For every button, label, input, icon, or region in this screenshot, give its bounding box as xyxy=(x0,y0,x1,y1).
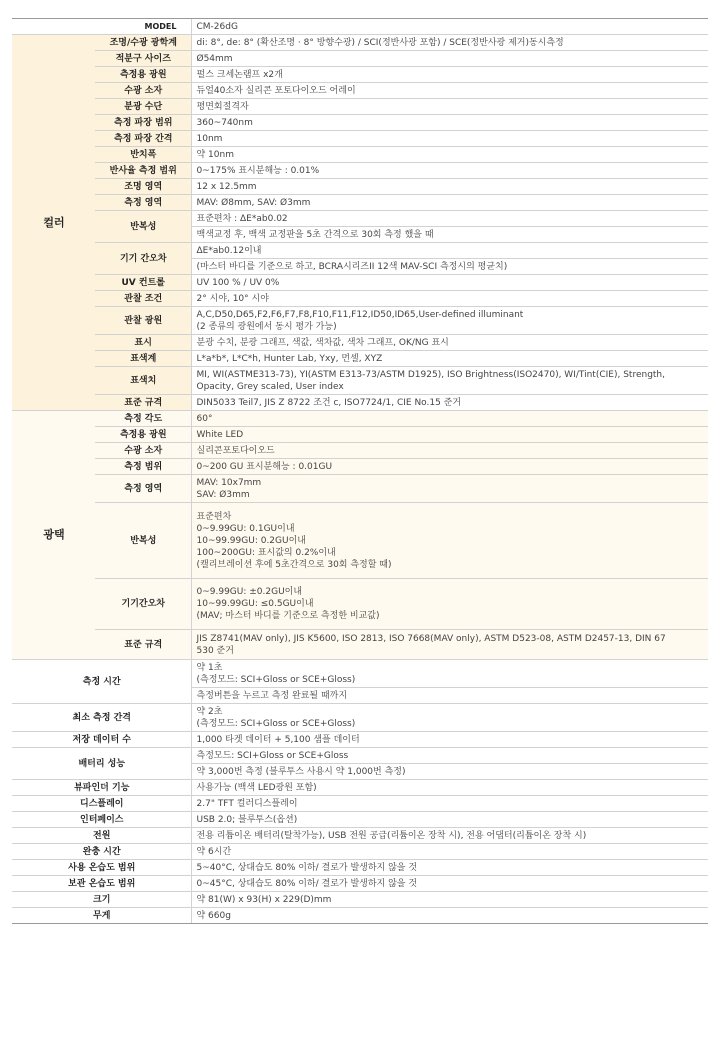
general-row xyxy=(12,748,708,764)
general-row xyxy=(12,660,708,688)
spec-value: 0~175% 표시분해능 : 0.01% xyxy=(191,163,708,179)
spec-label: 측정 파장 간격 xyxy=(95,131,191,147)
general-row xyxy=(12,844,708,860)
spec-value: 측정버튼을 누르고 측정 완료될 때까지 xyxy=(191,688,708,704)
spec-value: 표준편차 : ΔE*ab0.02 xyxy=(191,211,708,227)
spec-value: 0~200 GU 표시분해능 : 0.01GU xyxy=(191,459,708,475)
spec-value: Ø54mm xyxy=(191,51,708,67)
spec-label: 관찰 광원 xyxy=(95,307,191,335)
spec-value: (마스터 바디를 기준으로 하고, BCRA시리즈II 12색 MAV-SCI 측정시의 평균치) xyxy=(191,259,708,275)
general-row xyxy=(12,892,708,908)
spec-value: JIS Z8741(MAV only), JIS K5600, ISO 2813, ISO 7668(MAV only), ASTM D523-08, ASTM D2457-13, DIN 67 530 준거 xyxy=(191,630,708,660)
color-row xyxy=(12,195,708,211)
spec-label: 측정 각도 xyxy=(95,411,191,427)
spec-label: 표색계 xyxy=(95,351,191,367)
gloss-row xyxy=(12,503,708,579)
spec-value: L*a*b*, L*C*h, Hunter Lab, Yxy, 먼셀, XYZ xyxy=(191,351,708,367)
spec-label: 보관 온습도 범위 xyxy=(12,876,191,892)
spec-label: 표준 규격 xyxy=(95,395,191,411)
spec-label: 디스플레이 xyxy=(12,796,191,812)
color-row xyxy=(12,351,708,367)
general-row xyxy=(12,780,708,796)
spec-value: 약 3,000번 측정 (블루투스 사용시 약 1,000번 측정) xyxy=(191,764,708,780)
spec-value: 2° 시야, 10° 시야 xyxy=(191,291,708,307)
gloss-row xyxy=(12,475,708,503)
spec-label: 관찰 조건 xyxy=(95,291,191,307)
spec-label: 기기간오차 xyxy=(95,579,191,630)
spec-label: 측정 영역 xyxy=(95,195,191,211)
spec-value: 실리콘포토다이오드 xyxy=(191,443,708,459)
spec-value: 약 10nm xyxy=(191,147,708,163)
spec-value: 전용 리튬이온 배터리(탈착가능), USB 전원 공급(리튬이온 장착 시), 전용 어댑터(리튬이온 장착 시) xyxy=(191,828,708,844)
spec-value: 측정모드: SCI+Gloss or SCE+Gloss xyxy=(191,748,708,764)
spec-value: 평면회절격자 xyxy=(191,99,708,115)
general-row xyxy=(12,860,708,876)
spec-value: 약 2초 (측정모드: SCI+Gloss or SCE+Gloss) xyxy=(191,704,708,732)
spec-label: 반복성 xyxy=(95,211,191,243)
spec-label: 크기 xyxy=(12,892,191,908)
spec-value: 약 6시간 xyxy=(191,844,708,860)
spec-label: 반사율 측정 범위 xyxy=(95,163,191,179)
gloss-row xyxy=(12,459,708,475)
color-row xyxy=(12,307,708,335)
spec-label: 측정 파장 범위 xyxy=(95,115,191,131)
spec-label: 측정용 광원 xyxy=(95,427,191,443)
gloss-row xyxy=(12,630,708,660)
color-row xyxy=(12,147,708,163)
spec-value: 5~40°C, 상대습도 80% 이하/ 결로가 발생하지 않을 것 xyxy=(191,860,708,876)
model-label: MODEL xyxy=(12,19,191,35)
spec-value: 0~45°C, 상대습도 80% 이하/ 결로가 발생하지 않을 것 xyxy=(191,876,708,892)
color-row xyxy=(12,99,708,115)
spec-value: 약 660g xyxy=(191,908,708,924)
spec-label: 표색치 xyxy=(95,367,191,395)
spec-label: 인터페이스 xyxy=(12,812,191,828)
general-row xyxy=(12,796,708,812)
gloss-row xyxy=(12,427,708,443)
color-row xyxy=(12,367,708,395)
color-row xyxy=(12,211,708,227)
spec-label: 수광 소자 xyxy=(95,83,191,99)
spec-value: 듀얼40소자 실리콘 포토다이오드 어레이 xyxy=(191,83,708,99)
spec-value: 12 x 12.5mm xyxy=(191,179,708,195)
spec-value: 분광 수치, 분광 그래프, 색값, 색차값, 색차 그래프, OK/NG 표시 xyxy=(191,335,708,351)
color-row xyxy=(12,35,708,51)
spec-label: 표시 xyxy=(95,335,191,351)
spec-value: 60° xyxy=(191,411,708,427)
spec-value: UV 100 % / UV 0% xyxy=(191,275,708,291)
gloss-row xyxy=(12,443,708,459)
spec-value: di: 8°, de: 8° (확산조명 · 8° 방향수광) / SCI(정반사광 포함) / SCE(정반사광 제거)동시측정 xyxy=(191,35,708,51)
spec-label: 배터리 성능 xyxy=(12,748,191,780)
color-row xyxy=(12,243,708,259)
spec-label: 적분구 사이즈 xyxy=(95,51,191,67)
spec-value: DIN5033 Teil7, JIS Z 8722 조건 c, ISO7724/1, CIE No.15 준거 xyxy=(191,395,708,411)
spec-label: 저장 데이터 수 xyxy=(12,732,191,748)
spec-value: 약 81(W) x 93(H) x 229(D)mm xyxy=(191,892,708,908)
spec-label: 기기 간오차 xyxy=(95,243,191,275)
spec-label: 반복성 xyxy=(95,503,191,579)
model-value: CM-26dG xyxy=(191,19,708,35)
spec-table-body xyxy=(12,19,708,924)
spec-table xyxy=(12,18,708,924)
general-row xyxy=(12,828,708,844)
color-row xyxy=(12,67,708,83)
general-row xyxy=(12,704,708,732)
general-row xyxy=(12,908,708,924)
color-row xyxy=(12,179,708,195)
spec-value: White LED xyxy=(191,427,708,443)
general-row xyxy=(12,732,708,748)
spec-value: 백색교정 후, 백색 교정판을 5초 간격으로 30회 측정 했을 때 xyxy=(191,227,708,243)
spec-label: 조명/수광 광학계 xyxy=(95,35,191,51)
spec-label: 측정 영역 xyxy=(95,475,191,503)
spec-value: 약 1초 (측정모드: SCI+Gloss or SCE+Gloss) xyxy=(191,660,708,688)
color-row xyxy=(12,131,708,147)
color-row xyxy=(12,275,708,291)
color-row xyxy=(12,115,708,131)
spec-value: 360~740nm xyxy=(191,115,708,131)
color-row xyxy=(12,335,708,351)
color-row xyxy=(12,395,708,411)
spec-label: 최소 측정 간격 xyxy=(12,704,191,732)
general-row xyxy=(12,876,708,892)
spec-value: 사용가능 (백색 LED광원 포함) xyxy=(191,780,708,796)
spec-value: MAV: 10x7mm SAV: Ø3mm xyxy=(191,475,708,503)
spec-label: 수광 소자 xyxy=(95,443,191,459)
spec-value: MAV: Ø8mm, SAV: Ø3mm xyxy=(191,195,708,211)
spec-label: 완충 시간 xyxy=(12,844,191,860)
color-group-label: 컬러 xyxy=(12,35,95,411)
gloss-group-label: 광택 xyxy=(12,411,95,660)
spec-label: 측정 범위 xyxy=(95,459,191,475)
spec-label: 측정용 광원 xyxy=(95,67,191,83)
spec-value: 펄스 크세논램프 x2개 xyxy=(191,67,708,83)
spec-label: 분광 수단 xyxy=(95,99,191,115)
color-row xyxy=(12,83,708,99)
spec-label: 사용 온습도 범위 xyxy=(12,860,191,876)
gloss-row xyxy=(12,579,708,630)
spec-label: 반치폭 xyxy=(95,147,191,163)
color-row xyxy=(12,163,708,179)
spec-label: 조명 영역 xyxy=(95,179,191,195)
spec-value: ΔE*ab0.12이내 xyxy=(191,243,708,259)
spec-value: A,C,D50,D65,F2,F6,F7,F8,F10,F11,F12,ID50,ID65,User-defined illuminant (2 종류의 광원에서 동시 평가 가능) xyxy=(191,307,708,335)
spec-label: 뷰파인더 기능 xyxy=(12,780,191,796)
color-row xyxy=(12,51,708,67)
spec-label: UV 컨트롤 xyxy=(95,275,191,291)
spec-label: 표준 규격 xyxy=(95,630,191,660)
spec-value: 2.7" TFT 컬러디스플레이 xyxy=(191,796,708,812)
spec-value: 표준편차 0~9.99GU: 0.1GU이내 10~99.99GU: 0.2GU이내 100~200GU: 표시값의 0.2%이내 (캘리브레이션 후에 5초간격으로 30회 측정할 때) xyxy=(191,503,708,579)
spec-value: MI, WI(ASTME313-73), YI(ASTM E313-73/ASTM D1925), ISO Brightness(ISO2470), WI/Tint(CIE), Strength, Opacity, Grey scaled, User index xyxy=(191,367,708,395)
general-row xyxy=(12,812,708,828)
color-row xyxy=(12,291,708,307)
spec-value: 10nm xyxy=(191,131,708,147)
spec-label: 전원 xyxy=(12,828,191,844)
model-row xyxy=(12,19,708,35)
spec-value: 0~9.99GU: ±0.2GU이내 10~99.99GU: ≤0.5GU이내 (MAV; 마스터 바디를 기준으로 측정한 비교값) xyxy=(191,579,708,630)
gloss-row xyxy=(12,411,708,427)
spec-value: 1,000 타겟 데이터 + 5,100 샘플 데이터 xyxy=(191,732,708,748)
spec-label: 무게 xyxy=(12,908,191,924)
spec-table-wrapper xyxy=(12,18,708,924)
spec-value: USB 2.0; 블루투스(옵션) xyxy=(191,812,708,828)
spec-label: 측정 시간 xyxy=(12,660,191,704)
